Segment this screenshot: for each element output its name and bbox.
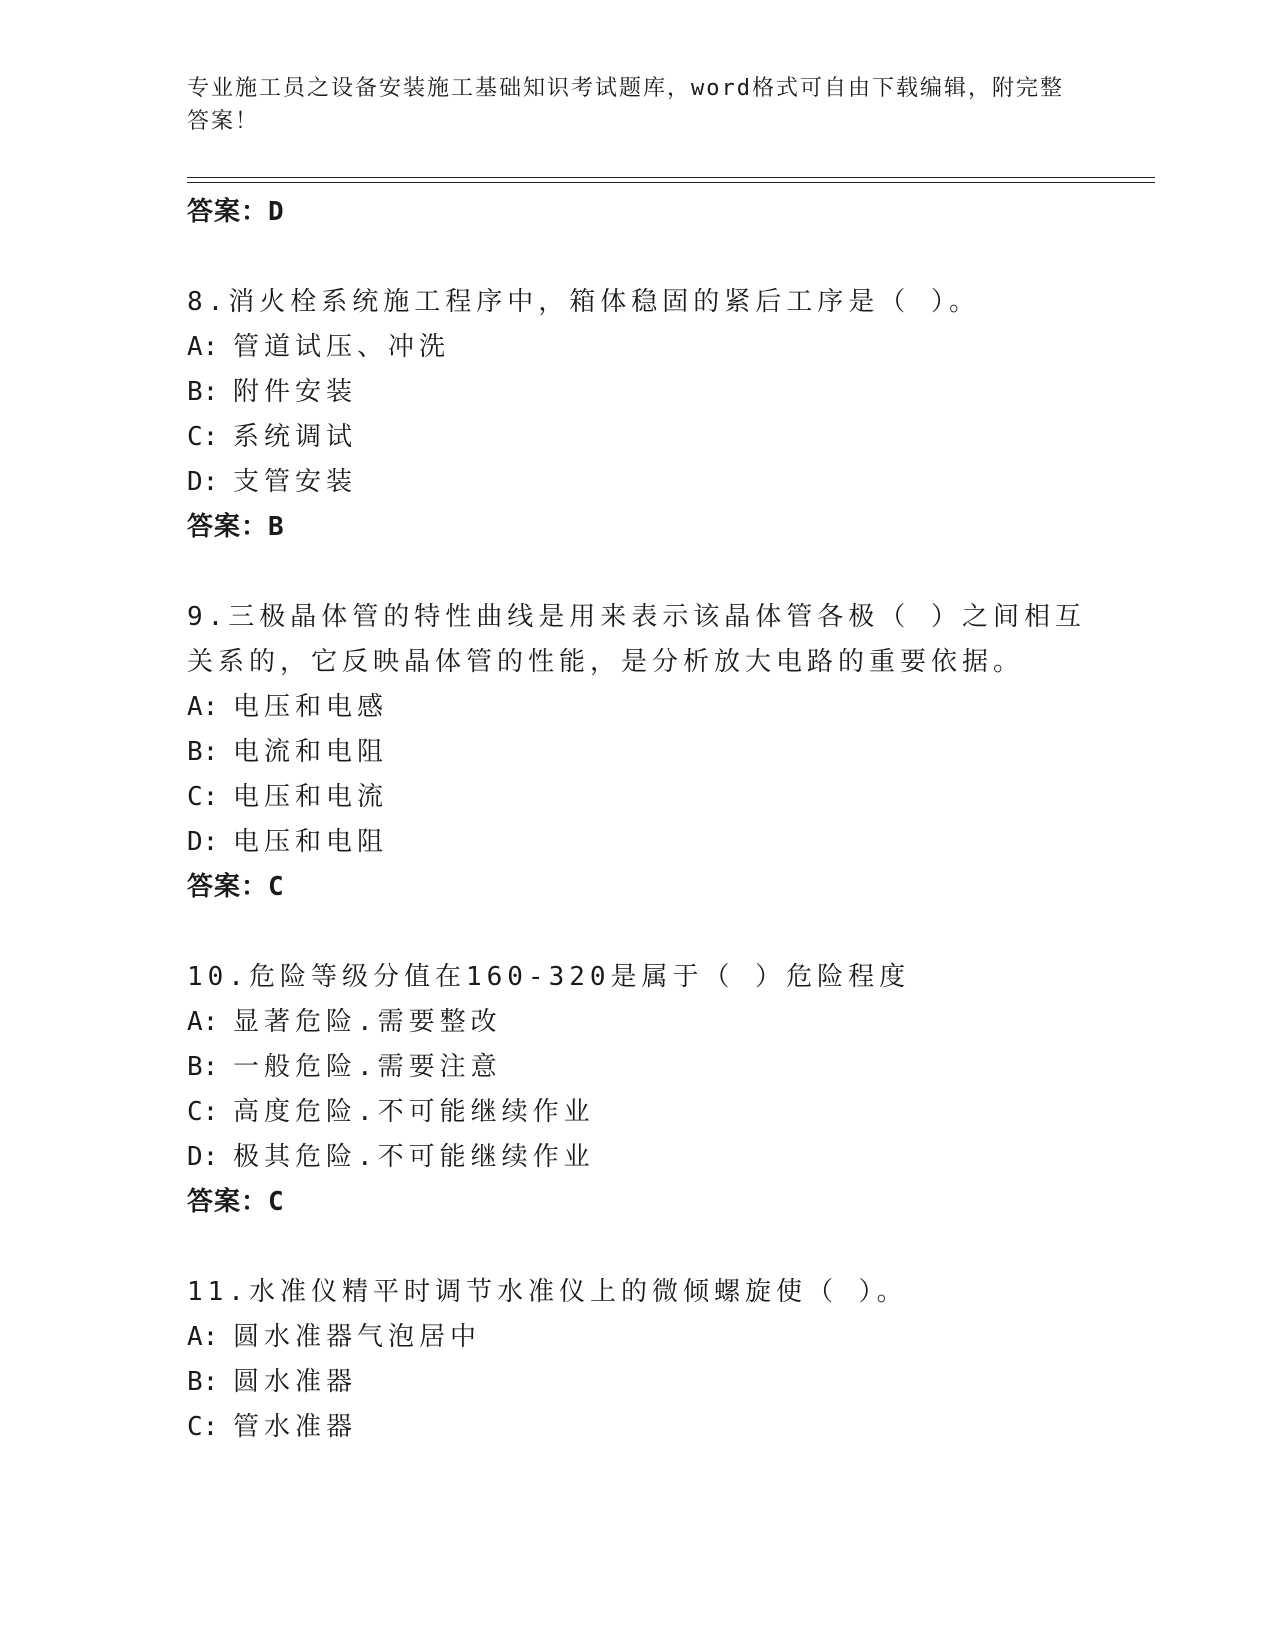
- option-d: [187, 820, 1087, 865]
- document-description: 专业施工员之设备安装施工基础知识考试题库，word格式可自由下载编辑，附完整答案！: [187, 76, 1064, 134]
- option-letter: A:: [187, 332, 219, 362]
- answer-line: 答案：D: [187, 197, 285, 227]
- option-text: 管道试压、冲洗: [233, 332, 451, 362]
- option-c: [187, 775, 1087, 820]
- option-b: [187, 730, 1087, 775]
- option-b: [187, 1045, 1087, 1090]
- option-letter: C:: [187, 782, 219, 812]
- question-text: 9.三极晶体管的特性曲线是用来表示该晶体管各极（ ）之间相互关系的，它反映晶体管的性能，是分析放大电路的重要依据。: [187, 602, 1086, 677]
- option-a: [187, 1315, 1087, 1360]
- option-text: 管水准器: [233, 1412, 358, 1442]
- option-text: 系统调试: [233, 422, 358, 452]
- question-block: [187, 1270, 1087, 1450]
- question-block: [187, 955, 1087, 1225]
- option-text: 高度危险.不可能继续作业: [233, 1097, 595, 1127]
- question-block: [187, 595, 1087, 910]
- option-letter: C:: [187, 1412, 219, 1442]
- question-text: 8.消火栓系统施工程序中，箱体稳固的紧后工序是（ ）。: [187, 287, 980, 317]
- option-text: 附件安装: [233, 377, 358, 407]
- question-text: 11.水准仪精平时调节水准仪上的微倾螺旋使（ ）。: [187, 1277, 908, 1307]
- option-letter: D:: [187, 827, 219, 857]
- answer-line: 答案：C: [187, 1187, 285, 1217]
- option-d: [187, 460, 1087, 505]
- option-letter: A:: [187, 1322, 219, 1352]
- question-list: [187, 190, 1087, 1450]
- option-a: [187, 685, 1087, 730]
- option-text: 极其危险.不可能继续作业: [233, 1142, 595, 1172]
- option-letter: D:: [187, 467, 219, 497]
- option-text: 电压和电感: [233, 692, 389, 722]
- option-letter: A:: [187, 1007, 219, 1037]
- option-text: 支管安装: [233, 467, 358, 497]
- option-letter: B:: [187, 1052, 219, 1082]
- option-letter: C:: [187, 422, 219, 452]
- option-text: 一般危险.需要注意: [233, 1052, 502, 1082]
- answer-line: 答案：C: [187, 872, 285, 902]
- header-divider-bottom: [187, 182, 1155, 183]
- option-text: 显著危险.需要整改: [233, 1007, 502, 1037]
- option-letter: B:: [187, 737, 219, 767]
- option-d: [187, 1135, 1087, 1180]
- option-b: [187, 370, 1087, 415]
- option-b: [187, 1360, 1087, 1405]
- option-c: [187, 1405, 1087, 1450]
- option-text: 电压和电阻: [233, 827, 389, 857]
- answer-line: 答案：B: [187, 512, 285, 542]
- option-letter: B:: [187, 377, 219, 407]
- header-divider-top: [187, 177, 1155, 178]
- option-text: 圆水准器: [233, 1367, 358, 1397]
- option-c: [187, 415, 1087, 460]
- option-letter: D:: [187, 1142, 219, 1172]
- question-text: 10.危险等级分值在160-320是属于（ ）危险程度: [187, 962, 911, 992]
- option-text: 电流和电阻: [233, 737, 389, 767]
- option-a: [187, 325, 1087, 370]
- option-letter: C:: [187, 1097, 219, 1127]
- option-text: 电压和电流: [233, 782, 389, 812]
- option-text: 圆水准器气泡居中: [233, 1322, 482, 1352]
- option-letter: B:: [187, 1367, 219, 1397]
- question-block: [187, 280, 1087, 550]
- option-c: [187, 1090, 1087, 1135]
- option-letter: A:: [187, 692, 219, 722]
- option-a: [187, 1000, 1087, 1045]
